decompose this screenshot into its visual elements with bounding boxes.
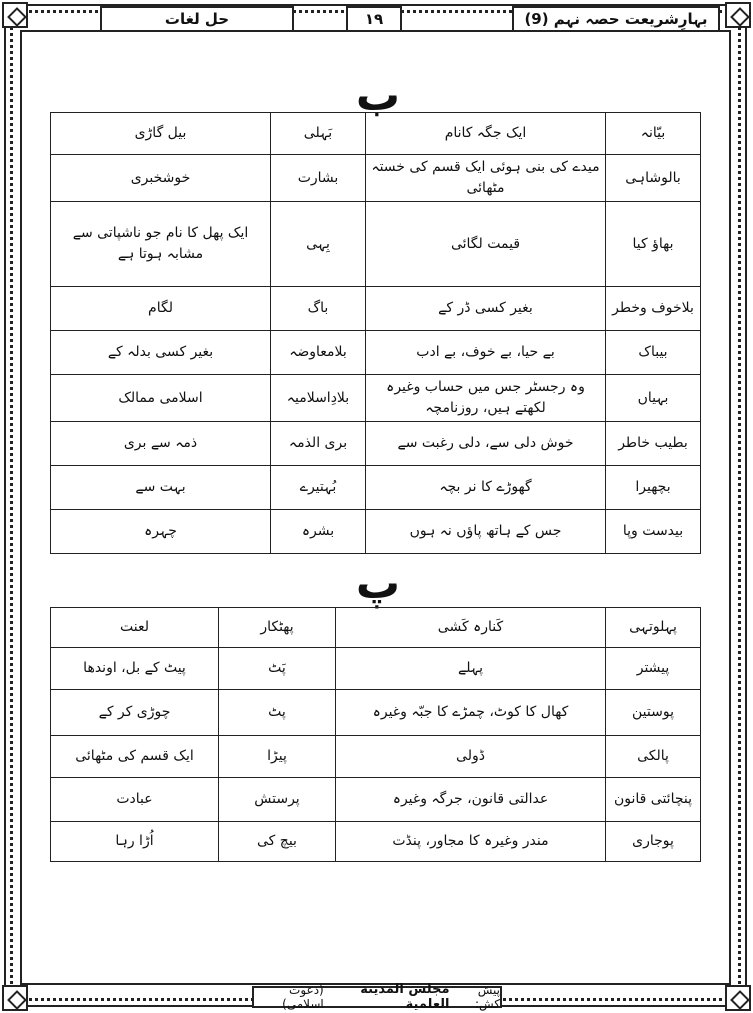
section-heading-b: ب <box>355 70 401 121</box>
meaning-cell: خوش دلی سے، دلی رغبت سے <box>366 422 606 466</box>
word-cell: پَٹ <box>219 648 336 690</box>
meaning-cell: جس کے ہاتھ پاؤں نہ ہوں <box>366 510 606 554</box>
word-cell: بیّانہ <box>606 113 701 155</box>
meaning-cell: لعنت <box>51 608 219 648</box>
table-row <box>51 690 701 736</box>
table-row <box>51 778 701 822</box>
meaning-cell: ڈولی <box>336 736 606 778</box>
word-cell: پیشتر <box>606 648 701 690</box>
meaning-cell: مندر وغیرہ کا مجاور، پنڈت <box>336 822 606 862</box>
meaning-cell: کھال کا کوٹ، چمڑے کا جبّہ وغیرہ <box>336 690 606 736</box>
corner-ornament-top-right <box>725 2 751 28</box>
meaning-cell: ایک قسم کی مٹھائی <box>51 736 219 778</box>
word-cell: بیدست وپا <box>606 510 701 554</box>
table-row <box>51 155 701 202</box>
meaning-cell: اُڑا رہا <box>51 822 219 862</box>
word-cell: بچھیرا <box>606 466 701 510</box>
meaning-cell: گھوڑے کا نر بچہ <box>366 466 606 510</box>
meaning-cell: بے حیا، بے خوف، بے ادب <box>366 331 606 375</box>
table-row <box>51 422 701 466</box>
word-cell: بیچ کی <box>219 822 336 862</box>
word-cell: بشارت <box>271 155 366 202</box>
table-row <box>51 608 701 648</box>
word-cell: بَہلی <box>271 113 366 155</box>
table-row <box>51 113 701 155</box>
corner-ornament-top-left <box>2 2 28 28</box>
word-cell: پہلوتہی <box>606 608 701 648</box>
word-cell: بھاؤ کیا <box>606 202 701 287</box>
corner-ornament-bottom-right <box>725 985 751 1011</box>
word-cell: بہیاں <box>606 375 701 422</box>
table-row <box>51 510 701 554</box>
word-cell: بشرہ <box>271 510 366 554</box>
table-row <box>51 648 701 690</box>
meaning-cell: اسلامی ممالک <box>51 375 271 422</box>
word-cell: بلادِاسلامیہ <box>271 375 366 422</box>
word-cell: بیباک <box>606 331 701 375</box>
table-row <box>51 331 701 375</box>
glossary-table-p <box>50 607 701 862</box>
word-cell: پنچائتی قانون <box>606 778 701 822</box>
word-cell: پھٹکار <box>219 608 336 648</box>
meaning-cell: چہرہ <box>51 510 271 554</box>
meaning-cell: پہلے <box>336 648 606 690</box>
section-heading-p: پ <box>355 558 401 609</box>
meaning-cell: خوشخبری <box>51 155 271 202</box>
book-title: بہارِشریعت حصہ نہم (9) <box>512 6 720 32</box>
meaning-cell: بہت سے <box>51 466 271 510</box>
footer-organization: مجلس المدینة العلمیة <box>360 982 450 1012</box>
word-cell: بُہتیرے <box>271 466 366 510</box>
word-cell: باگ <box>271 287 366 331</box>
meaning-cell: ایک پھل کا نام جو ناشپاتی سے مشابہ ہوتا ہے <box>51 202 271 287</box>
meaning-cell: لگام <box>51 287 271 331</box>
word-cell: بری الذمہ <box>271 422 366 466</box>
section-title: حل لغات <box>100 6 294 32</box>
meaning-cell: عبادت <box>51 778 219 822</box>
table-row <box>51 822 701 862</box>
footer-presenter: پیش کش: <box>474 983 500 1011</box>
footer-suffix: (دعوت اسلامی) <box>282 983 324 1011</box>
table-row <box>51 287 701 331</box>
word-cell: بِہی <box>271 202 366 287</box>
word-cell: بالوشاہی <box>606 155 701 202</box>
word-cell: بلاخوف وخطر <box>606 287 701 331</box>
meaning-cell: قیمت لگائی <box>366 202 606 287</box>
word-cell: پالکی <box>606 736 701 778</box>
meaning-cell: وہ رجسٹر جس میں حساب وغیرہ لکھتے ہیں، روزنامچہ <box>366 375 606 422</box>
page-number: ١٩ <box>346 6 402 32</box>
corner-ornament-bottom-left <box>2 985 28 1011</box>
table-row <box>51 375 701 422</box>
table-row <box>51 736 701 778</box>
word-cell: پوستین <box>606 690 701 736</box>
table-row <box>51 202 701 287</box>
word-cell: پیڑا <box>219 736 336 778</box>
meaning-cell: چوڑی کر کے <box>51 690 219 736</box>
word-cell: بطیب خاطر <box>606 422 701 466</box>
meaning-cell: ذمہ سے بری <box>51 422 271 466</box>
word-cell: پوجاری <box>606 822 701 862</box>
glossary-table-b <box>50 112 701 554</box>
meaning-cell: ایک جگہ کانام <box>366 113 606 155</box>
word-cell: پرستش <box>219 778 336 822</box>
publisher-footer <box>252 982 502 1012</box>
meaning-cell: میدے کی بنی ہوئی ایک قسم کی خستہ مٹھائی <box>366 155 606 202</box>
word-cell: پٹ <box>219 690 336 736</box>
meaning-cell: بغیر کسی ڈر کے <box>366 287 606 331</box>
word-cell: بلامعاوضہ <box>271 331 366 375</box>
meaning-cell: کَنارہ کَشی <box>336 608 606 648</box>
table-row <box>51 466 701 510</box>
meaning-cell: عدالتی قانون، جرگہ وغیرہ <box>336 778 606 822</box>
meaning-cell: پیٹ کے بل، اوندھا <box>51 648 219 690</box>
meaning-cell: بیل گاڑی <box>51 113 271 155</box>
meaning-cell: بغیر کسی بدلہ کے <box>51 331 271 375</box>
